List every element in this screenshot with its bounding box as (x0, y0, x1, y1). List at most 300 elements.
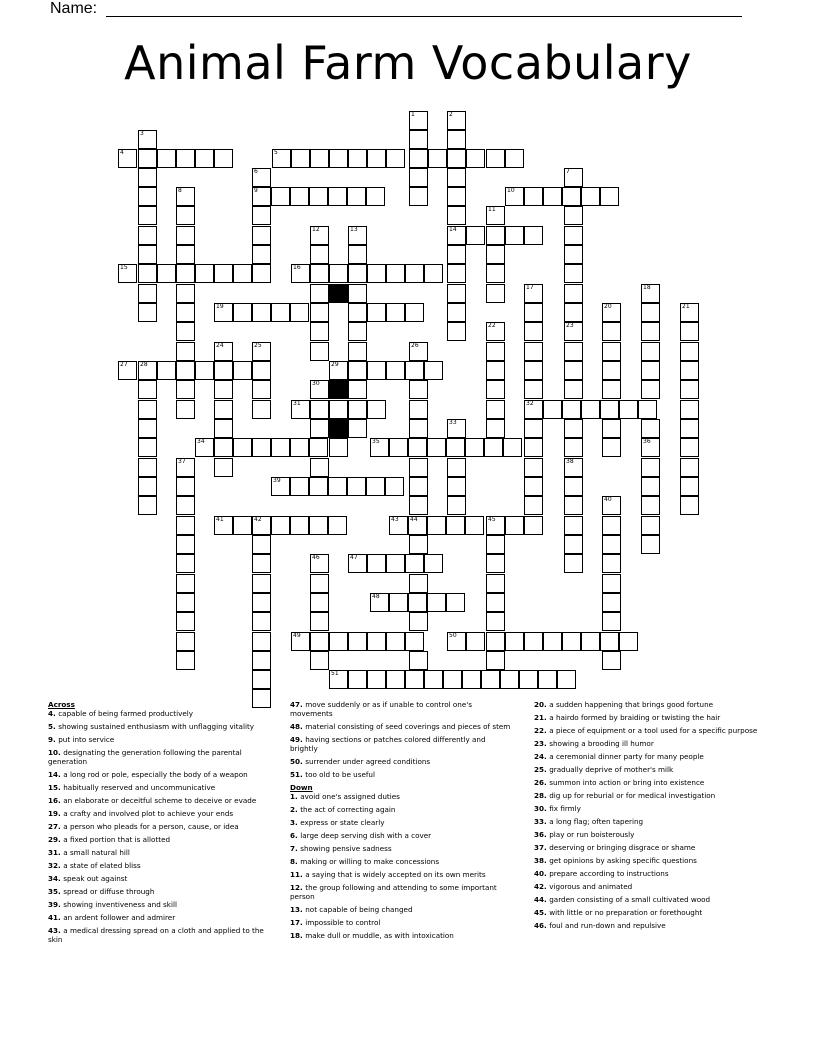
grid-cell[interactable] (564, 206, 583, 225)
grid-cell[interactable] (564, 361, 583, 380)
grid-cell[interactable] (290, 303, 309, 322)
grid-cell[interactable] (290, 438, 309, 457)
grid-cell[interactable] (252, 264, 271, 283)
grid-cell[interactable] (389, 593, 408, 612)
grid-cell[interactable] (519, 670, 538, 689)
grid-cell[interactable] (176, 361, 195, 380)
grid-cell[interactable] (446, 516, 465, 535)
grid-cell[interactable] (564, 554, 583, 573)
grid-cell[interactable] (427, 516, 446, 535)
grid-cell[interactable] (602, 516, 621, 535)
grid-cell[interactable] (465, 516, 484, 535)
grid-cell[interactable] (252, 303, 271, 322)
grid-cell[interactable] (409, 130, 428, 149)
grid-cell[interactable] (348, 149, 367, 168)
grid-cell[interactable] (138, 438, 157, 457)
grid-cell[interactable] (638, 400, 657, 419)
grid-cell[interactable] (443, 670, 462, 689)
grid-cell[interactable] (564, 284, 583, 303)
grid-cell[interactable] (348, 380, 367, 399)
grid-cell[interactable] (524, 496, 543, 515)
grid-cell[interactable] (564, 264, 583, 283)
grid-cell[interactable] (680, 438, 699, 457)
grid-cell[interactable] (309, 477, 328, 496)
grid-cell[interactable] (602, 419, 621, 438)
grid-cell[interactable] (176, 632, 195, 651)
grid-cell[interactable] (310, 149, 329, 168)
grid-cell[interactable] (138, 187, 157, 206)
grid-cell[interactable] (252, 554, 271, 573)
grid-cell[interactable] (252, 535, 271, 554)
grid-cell[interactable] (176, 284, 195, 303)
grid-cell[interactable] (680, 400, 699, 419)
grid-cell[interactable] (602, 322, 621, 341)
grid-cell[interactable] (465, 438, 484, 457)
grid-cell[interactable] (328, 187, 347, 206)
grid-cell[interactable] (252, 670, 271, 689)
grid-cell[interactable] (348, 284, 367, 303)
grid-cell[interactable] (214, 400, 233, 419)
grid-cell[interactable] (271, 438, 290, 457)
grid-cell[interactable] (447, 264, 466, 283)
grid-cell[interactable] (138, 284, 157, 303)
grid-cell[interactable] (564, 380, 583, 399)
grid-cell[interactable] (367, 149, 386, 168)
grid-cell[interactable] (486, 380, 505, 399)
grid-cell[interactable] (290, 516, 309, 535)
grid-cell[interactable] (564, 245, 583, 264)
grid-cell[interactable] (409, 187, 428, 206)
grid-cell[interactable] (348, 400, 367, 419)
grid-cell[interactable] (176, 496, 195, 515)
grid-cell[interactable] (486, 226, 505, 245)
grid-cell[interactable] (564, 342, 583, 361)
grid-cell[interactable] (366, 187, 385, 206)
grid-cell[interactable] (409, 419, 428, 438)
grid-cell[interactable] (486, 400, 505, 419)
grid-cell[interactable] (367, 632, 386, 651)
grid-cell[interactable] (138, 303, 157, 322)
grid-cell[interactable] (138, 264, 157, 283)
grid-cell[interactable] (329, 400, 348, 419)
grid-cell[interactable] (409, 496, 428, 515)
grid-cell[interactable] (409, 149, 428, 168)
grid-cell[interactable] (409, 400, 428, 419)
grid-cell[interactable] (310, 632, 329, 651)
grid-cell[interactable] (409, 168, 428, 187)
grid-cell[interactable] (176, 342, 195, 361)
grid-cell[interactable] (446, 593, 465, 612)
grid-cell[interactable] (680, 322, 699, 341)
grid-cell[interactable] (195, 361, 214, 380)
grid-cell[interactable] (543, 187, 562, 206)
grid-cell[interactable] (214, 458, 233, 477)
grid-cell[interactable] (564, 419, 583, 438)
grid-cell[interactable] (214, 361, 233, 380)
grid-cell[interactable] (348, 342, 367, 361)
grid-cell[interactable] (602, 651, 621, 670)
grid-cell[interactable] (524, 516, 543, 535)
grid-cell[interactable] (409, 458, 428, 477)
grid-cell[interactable] (427, 438, 446, 457)
grid-cell[interactable] (409, 380, 428, 399)
grid-cell[interactable] (486, 342, 505, 361)
grid-cell[interactable] (641, 496, 660, 515)
grid-cell[interactable] (328, 477, 347, 496)
grid-cell[interactable] (348, 264, 367, 283)
grid-cell[interactable] (409, 535, 428, 554)
grid-cell[interactable] (233, 264, 252, 283)
grid-cell[interactable] (505, 516, 524, 535)
grid-cell[interactable] (557, 670, 576, 689)
grid-cell[interactable] (329, 632, 348, 651)
grid-cell[interactable] (347, 477, 366, 496)
grid-cell[interactable] (680, 419, 699, 438)
grid-cell[interactable] (581, 400, 600, 419)
grid-cell[interactable] (447, 168, 466, 187)
grid-cell[interactable] (409, 477, 428, 496)
grid-cell[interactable] (486, 419, 505, 438)
grid-cell[interactable] (309, 438, 328, 457)
grid-cell[interactable] (466, 226, 485, 245)
grid-cell[interactable] (641, 322, 660, 341)
grid-cell[interactable] (348, 303, 367, 322)
grid-cell[interactable] (176, 149, 195, 168)
grid-cell[interactable] (252, 574, 271, 593)
grid-cell[interactable] (602, 593, 621, 612)
grid-cell[interactable] (176, 226, 195, 245)
grid-cell[interactable] (252, 400, 271, 419)
grid-cell[interactable] (138, 380, 157, 399)
grid-cell[interactable] (505, 226, 524, 245)
grid-cell[interactable] (447, 149, 466, 168)
grid-cell[interactable] (524, 303, 543, 322)
grid-cell[interactable] (602, 361, 621, 380)
grid-cell[interactable] (524, 322, 543, 341)
grid-cell[interactable] (564, 438, 583, 457)
grid-cell[interactable] (641, 516, 660, 535)
grid-cell[interactable] (424, 264, 443, 283)
grid-cell[interactable] (348, 245, 367, 264)
grid-cell[interactable] (486, 651, 505, 670)
grid-cell[interactable] (447, 458, 466, 477)
grid-cell[interactable] (447, 130, 466, 149)
grid-cell[interactable] (310, 284, 329, 303)
grid-cell[interactable] (641, 419, 660, 438)
grid-cell[interactable] (310, 458, 329, 477)
grid-cell[interactable] (367, 264, 386, 283)
grid-cell[interactable] (367, 303, 386, 322)
grid-cell[interactable] (252, 632, 271, 651)
grid-cell[interactable] (524, 226, 543, 245)
grid-cell[interactable] (486, 361, 505, 380)
grid-cell[interactable] (641, 458, 660, 477)
grid-cell[interactable] (252, 651, 271, 670)
grid-cell[interactable] (271, 303, 290, 322)
grid-cell[interactable] (641, 303, 660, 322)
grid-cell[interactable] (291, 149, 310, 168)
grid-cell[interactable] (176, 322, 195, 341)
grid-cell[interactable] (505, 632, 524, 651)
grid-cell[interactable] (310, 400, 329, 419)
grid-cell[interactable] (329, 264, 348, 283)
grid-cell[interactable] (405, 361, 424, 380)
grid-cell[interactable] (290, 477, 309, 496)
grid-cell[interactable] (348, 361, 367, 380)
grid-cell[interactable] (157, 264, 176, 283)
grid-cell[interactable] (138, 245, 157, 264)
grid-cell[interactable] (619, 400, 638, 419)
grid-cell[interactable] (405, 670, 424, 689)
grid-cell[interactable] (562, 632, 581, 651)
grid-cell[interactable] (138, 149, 157, 168)
grid-cell[interactable] (641, 380, 660, 399)
grid-cell[interactable] (176, 554, 195, 573)
grid-cell[interactable] (602, 342, 621, 361)
grid-cell[interactable] (564, 303, 583, 322)
grid-cell[interactable] (466, 632, 485, 651)
grid-cell[interactable] (138, 477, 157, 496)
grid-cell[interactable] (176, 574, 195, 593)
grid-cell[interactable] (176, 400, 195, 419)
grid-cell[interactable] (195, 264, 214, 283)
grid-cell[interactable] (524, 187, 543, 206)
grid-cell[interactable] (329, 149, 348, 168)
grid-cell[interactable] (405, 554, 424, 573)
grid-cell[interactable] (367, 554, 386, 573)
grid-cell[interactable] (386, 361, 405, 380)
grid-cell[interactable] (447, 477, 466, 496)
grid-cell[interactable] (367, 670, 386, 689)
grid-cell[interactable] (405, 632, 424, 651)
grid-cell[interactable] (600, 400, 619, 419)
grid-cell[interactable] (405, 303, 424, 322)
grid-cell[interactable] (233, 438, 252, 457)
grid-cell[interactable] (176, 303, 195, 322)
grid-cell[interactable] (447, 187, 466, 206)
grid-cell[interactable] (562, 187, 581, 206)
grid-cell[interactable] (386, 264, 405, 283)
grid-cell[interactable] (386, 632, 405, 651)
grid-cell[interactable] (408, 593, 427, 612)
grid-cell[interactable] (389, 438, 408, 457)
grid-cell[interactable] (310, 593, 329, 612)
grid-cell[interactable] (309, 516, 328, 535)
grid-cell[interactable] (176, 651, 195, 670)
grid-cell[interactable] (405, 264, 424, 283)
grid-cell[interactable] (486, 149, 505, 168)
grid-cell[interactable] (233, 516, 252, 535)
grid-cell[interactable] (310, 303, 329, 322)
grid-cell[interactable] (138, 206, 157, 225)
grid-cell[interactable] (481, 670, 500, 689)
grid-cell[interactable] (252, 226, 271, 245)
grid-cell[interactable] (524, 458, 543, 477)
grid-cell[interactable] (447, 303, 466, 322)
grid-cell[interactable] (446, 438, 465, 457)
grid-cell[interactable] (252, 593, 271, 612)
grid-cell[interactable] (138, 168, 157, 187)
grid-cell[interactable] (138, 400, 157, 419)
grid-cell[interactable] (176, 593, 195, 612)
grid-cell[interactable] (271, 187, 290, 206)
grid-cell[interactable] (310, 651, 329, 670)
grid-cell[interactable] (214, 438, 233, 457)
grid-cell[interactable] (564, 477, 583, 496)
grid-cell[interactable] (176, 245, 195, 264)
grid-cell[interactable] (310, 419, 329, 438)
grid-cell[interactable] (447, 322, 466, 341)
name-underline[interactable] (106, 16, 742, 17)
grid-cell[interactable] (447, 206, 466, 225)
grid-cell[interactable] (157, 149, 176, 168)
grid-cell[interactable] (619, 632, 638, 651)
grid-cell[interactable] (486, 554, 505, 573)
grid-cell[interactable] (503, 438, 522, 457)
grid-cell[interactable] (176, 206, 195, 225)
grid-cell[interactable] (366, 477, 385, 496)
grid-cell[interactable] (641, 342, 660, 361)
grid-cell[interactable] (386, 303, 405, 322)
grid-cell[interactable] (214, 264, 233, 283)
grid-cell[interactable] (680, 496, 699, 515)
grid-cell[interactable] (386, 149, 405, 168)
grid-cell[interactable] (564, 496, 583, 515)
grid-cell[interactable] (524, 632, 543, 651)
grid-cell[interactable] (562, 400, 581, 419)
grid-cell[interactable] (602, 380, 621, 399)
grid-cell[interactable] (138, 419, 157, 438)
grid-cell[interactable] (602, 535, 621, 554)
grid-cell[interactable] (543, 632, 562, 651)
grid-cell[interactable] (564, 535, 583, 554)
grid-cell[interactable] (424, 670, 443, 689)
grid-cell[interactable] (680, 477, 699, 496)
grid-cell[interactable] (600, 632, 619, 651)
grid-cell[interactable] (447, 245, 466, 264)
grid-cell[interactable] (641, 535, 660, 554)
grid-cell[interactable] (176, 516, 195, 535)
grid-cell[interactable] (505, 149, 524, 168)
grid-cell[interactable] (176, 535, 195, 554)
grid-cell[interactable] (500, 670, 519, 689)
grid-cell[interactable] (252, 438, 271, 457)
grid-cell[interactable] (176, 477, 195, 496)
grid-cell[interactable] (138, 226, 157, 245)
grid-cell[interactable] (386, 554, 405, 573)
grid-cell[interactable] (524, 361, 543, 380)
grid-cell[interactable] (486, 535, 505, 554)
grid-cell[interactable] (486, 632, 505, 651)
grid-cell[interactable] (310, 245, 329, 264)
grid-cell[interactable] (348, 322, 367, 341)
grid-cell[interactable] (424, 554, 443, 573)
grid-cell[interactable] (233, 361, 252, 380)
grid-cell[interactable] (602, 612, 621, 631)
grid-cell[interactable] (214, 419, 233, 438)
grid-cell[interactable] (310, 612, 329, 631)
grid-cell[interactable] (564, 226, 583, 245)
grid-cell[interactable] (581, 187, 600, 206)
grid-cell[interactable] (385, 477, 404, 496)
grid-cell[interactable] (486, 593, 505, 612)
grid-cell[interactable] (214, 149, 233, 168)
grid-cell[interactable] (409, 651, 428, 670)
grid-cell[interactable] (641, 477, 660, 496)
grid-cell[interactable] (195, 149, 214, 168)
grid-cell[interactable] (176, 380, 195, 399)
grid-cell[interactable] (680, 342, 699, 361)
grid-cell[interactable] (602, 554, 621, 573)
grid-cell[interactable] (138, 496, 157, 515)
grid-cell[interactable] (680, 380, 699, 399)
grid-cell[interactable] (600, 187, 619, 206)
grid-cell[interactable] (484, 438, 503, 457)
grid-cell[interactable] (543, 400, 562, 419)
grid-cell[interactable] (310, 264, 329, 283)
grid-cell[interactable] (427, 593, 446, 612)
grid-cell[interactable] (252, 361, 271, 380)
grid-cell[interactable] (602, 574, 621, 593)
grid-cell[interactable] (408, 438, 427, 457)
grid-cell[interactable] (157, 361, 176, 380)
grid-cell[interactable] (329, 438, 348, 457)
grid-cell[interactable] (447, 284, 466, 303)
grid-cell[interactable] (347, 187, 366, 206)
grid-cell[interactable] (486, 245, 505, 264)
grid-cell[interactable] (310, 342, 329, 361)
grid-cell[interactable] (409, 612, 428, 631)
grid-cell[interactable] (680, 361, 699, 380)
grid-cell[interactable] (564, 516, 583, 535)
grid-cell[interactable] (409, 574, 428, 593)
grid-cell[interactable] (252, 380, 271, 399)
grid-cell[interactable] (138, 458, 157, 477)
grid-cell[interactable] (641, 361, 660, 380)
grid-cell[interactable] (462, 670, 481, 689)
grid-cell[interactable] (367, 400, 386, 419)
grid-cell[interactable] (252, 612, 271, 631)
grid-cell[interactable] (524, 419, 543, 438)
grid-cell[interactable] (524, 438, 543, 457)
grid-cell[interactable] (309, 187, 328, 206)
grid-cell[interactable] (581, 632, 600, 651)
grid-cell[interactable] (538, 670, 557, 689)
grid-cell[interactable] (386, 670, 405, 689)
grid-cell[interactable] (486, 264, 505, 283)
grid-cell[interactable] (252, 206, 271, 225)
grid-cell[interactable] (176, 612, 195, 631)
grid-cell[interactable] (214, 380, 233, 399)
grid-cell[interactable] (524, 477, 543, 496)
grid-cell[interactable] (348, 419, 367, 438)
grid-cell[interactable] (310, 574, 329, 593)
grid-cell[interactable] (466, 149, 485, 168)
grid-cell[interactable] (428, 149, 447, 168)
grid-cell[interactable] (348, 632, 367, 651)
grid-cell[interactable] (290, 187, 309, 206)
grid-cell[interactable] (447, 496, 466, 515)
grid-cell[interactable] (271, 516, 290, 535)
grid-cell[interactable] (524, 380, 543, 399)
grid-cell[interactable] (176, 264, 195, 283)
grid-cell[interactable] (367, 361, 386, 380)
grid-cell[interactable] (252, 245, 271, 264)
grid-cell[interactable] (348, 670, 367, 689)
grid-cell[interactable] (233, 303, 252, 322)
grid-cell[interactable] (486, 612, 505, 631)
grid-cell[interactable] (328, 516, 347, 535)
